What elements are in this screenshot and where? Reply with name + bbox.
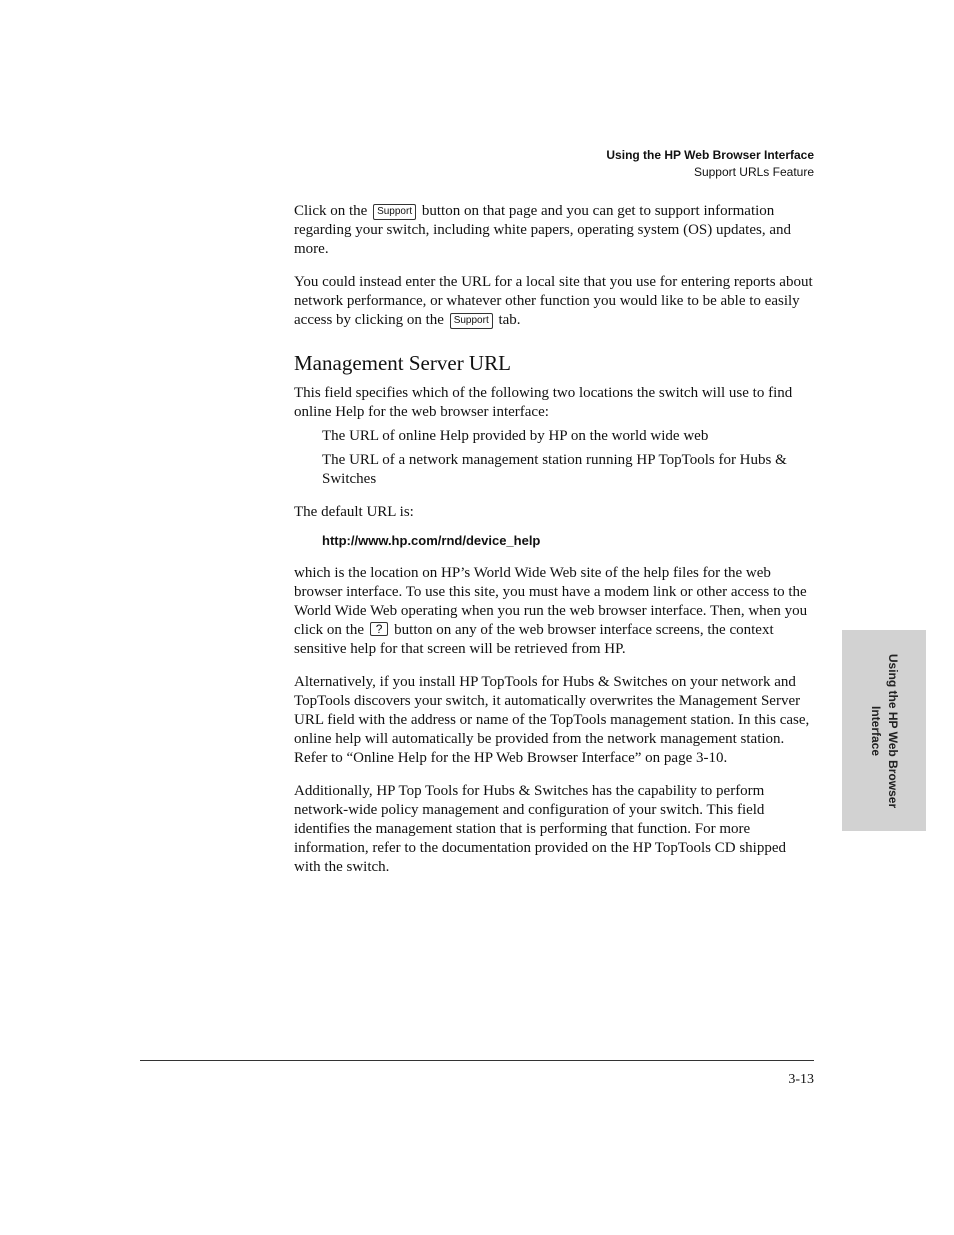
header-title: Using the HP Web Browser Interface [606,148,814,162]
paragraph-policy-management: Additionally, HP Top Tools for Hubs & Switches has the capability to perform network-wide policy management and configuration of your switch. This field identifies the management station that is performing that function. For more information, refer to the documentation provided on the HP TopTools CD shipped with the switch. [294,783,786,875]
default-url: http://www.hp.com/rnd/device_help [322,533,541,548]
help-button-glyph: ? [370,622,389,636]
paragraph-default-url: The default URL is: [294,504,414,520]
paragraph-local-site: You could instead enter the URL for a local site that you use for entering reports about network performance, or whatever other function you would like to be able to easily access by clicking on the Support tab. [294,274,813,328]
footer-rule [140,1060,814,1061]
side-tab-label: Using the HP Web Browser Interface [869,653,900,808]
list-item: The URL of online Help provided by HP on the world wide web [322,428,709,444]
paragraph-support-button: Click on the Support button on that page and you can get to support information regarding your switch, including white papers, operating system (OS) updates, and more. [294,203,791,257]
support-button-glyph: Support [373,204,416,220]
page-number: 3-13 [788,1072,814,1087]
support-tab-glyph: Support [450,313,493,329]
running-header [606,147,814,181]
paragraph-toptools: Alternatively, if you install HP TopTools for Hubs & Switches on your network and TopTools discovers your switch, it automatically overwrites the Management Server URL field with the address or name of the TopTools management station. In this case, online help will automatically be provided from the network management station. Refer to “Online Help for the HP Web Browser Interface” on page 3-10. [294,674,810,766]
section-title: Management Server URL [294,351,511,375]
list-item: The URL of a network management station running HP TopTools for Hubs & Switches [322,452,787,487]
paragraph-field-description: This field specifies which of the following two locations the switch will use to find online Help for the web browser interface: [294,385,793,420]
header-subtitle: Support URLs Feature [693,165,814,179]
body-content [294,202,814,891]
paragraph-help-location: which is the location on HP’s World Wide Web site of the help files for the web browser interface. To use this site, you must have a modem link or other access to the World Wide Web operating when you run the web browser interface. Then, when you click on the ? button on any of the web browser interface screens, the context sensitive help for that screen will be retrieved from HP. [294,565,808,657]
chapter-side-tab [842,630,926,831]
